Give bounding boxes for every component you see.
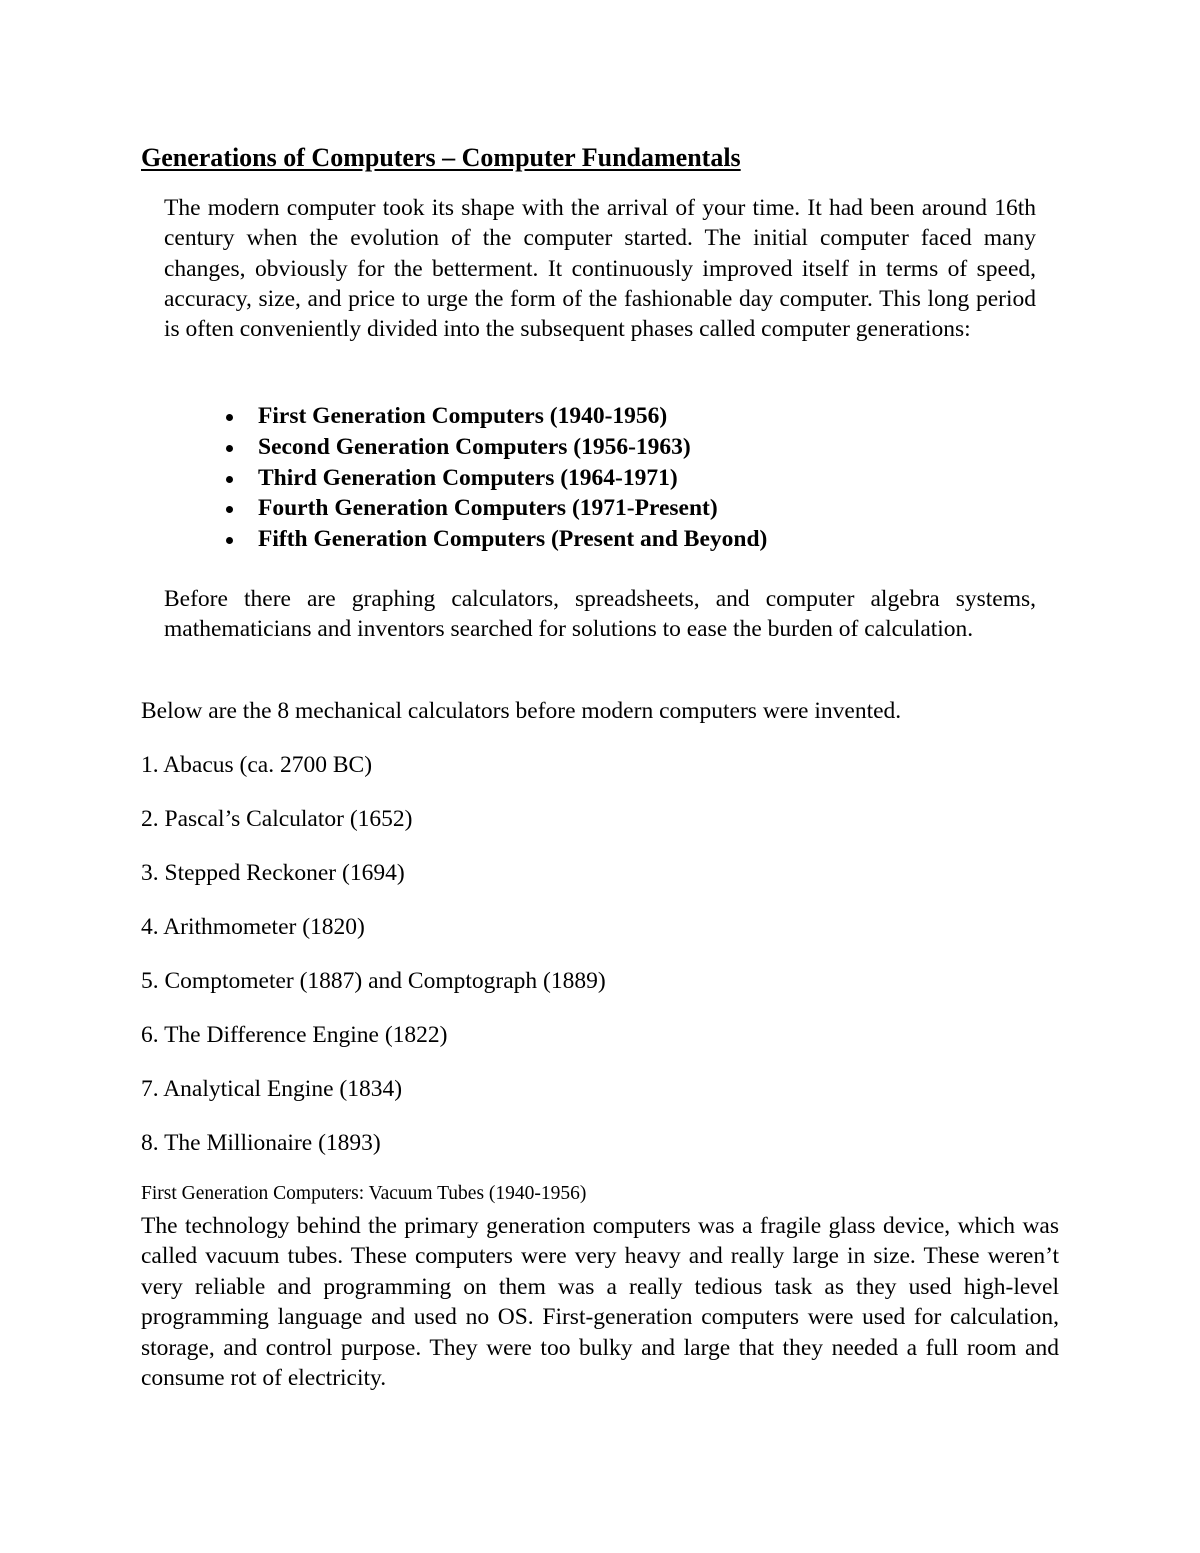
calculator-item: 1. Abacus (ca. 2700 BC): [141, 752, 373, 778]
calculator-item: 8. The Millionaire (1893): [141, 1130, 381, 1156]
generation-label: First Generation Computers (1940-1956): [258, 403, 668, 429]
generation-label: Second Generation Computers (1956-1963): [258, 433, 691, 460]
list-item: [164, 524, 767, 555]
calculator-item: 2. Pascal’s Calculator (1652): [141, 806, 413, 832]
section-heading: First Generation Computers: Vacuum Tubes (1940-1956): [141, 1183, 587, 1204]
bullet-icon: [226, 537, 233, 544]
before-paragraph: Before there are graphing calculators, spreadsheets, and computer algebra systems, mathematicians and inventors searched for solutions to ease the burden of calculation.: [164, 586, 1036, 643]
calculator-item: 6. The Difference Engine (1822): [141, 1022, 448, 1048]
calculator-item: 3. Stepped Reckoner (1694): [141, 860, 405, 886]
list-item: [164, 463, 767, 494]
generations-list: [164, 401, 767, 555]
bullet-icon: [226, 506, 233, 513]
intro-paragraph: The modern computer took its shape with the arrival of your time. It had been around 16th century when the evolution of the computer started. The initial computer faced many changes, obviously for the betterment. It continuously improved itself in terms of speed, accuracy, size, and price to urge the form of the fashionable day computer. This long period is often conveniently divided into the subsequent phases called computer generations:: [164, 195, 1036, 343]
generation-label: Fourth Generation Computers (1971-Present): [258, 495, 718, 522]
list-item: [164, 493, 767, 524]
bullet-icon: [226, 414, 233, 421]
list-item: [164, 401, 767, 432]
calculator-item: 7. Analytical Engine (1834): [141, 1076, 403, 1102]
page-title: Generations of Computers – Computer Fundamentals: [141, 143, 741, 172]
bullet-icon: [226, 476, 233, 483]
section-paragraph: The technology behind the primary generation computers was a fragile glass device, which was called vacuum tubes. These computers were very heavy and really large in size. These weren’t very reliable and programming on them was a really tedious task as they used high-level programming language and used no OS. First-generation computers were used for calculation, storage, and control purpose. They were too bulky and large that they needed a full room and consume rot of electricity.: [141, 1213, 1059, 1392]
calculator-item: 5. Comptometer (1887) and Comptograph (1889): [141, 968, 606, 994]
list-item: [164, 432, 767, 463]
bullet-icon: [226, 445, 233, 452]
generation-label: Fifth Generation Computers (Present and Beyond): [258, 526, 768, 553]
calculator-item: 4. Arithmometer (1820): [141, 914, 365, 940]
generation-label: Third Generation Computers (1964-1971): [258, 464, 678, 491]
calculators-intro: Below are the 8 mechanical calculators before modern computers were invented.: [141, 698, 902, 724]
